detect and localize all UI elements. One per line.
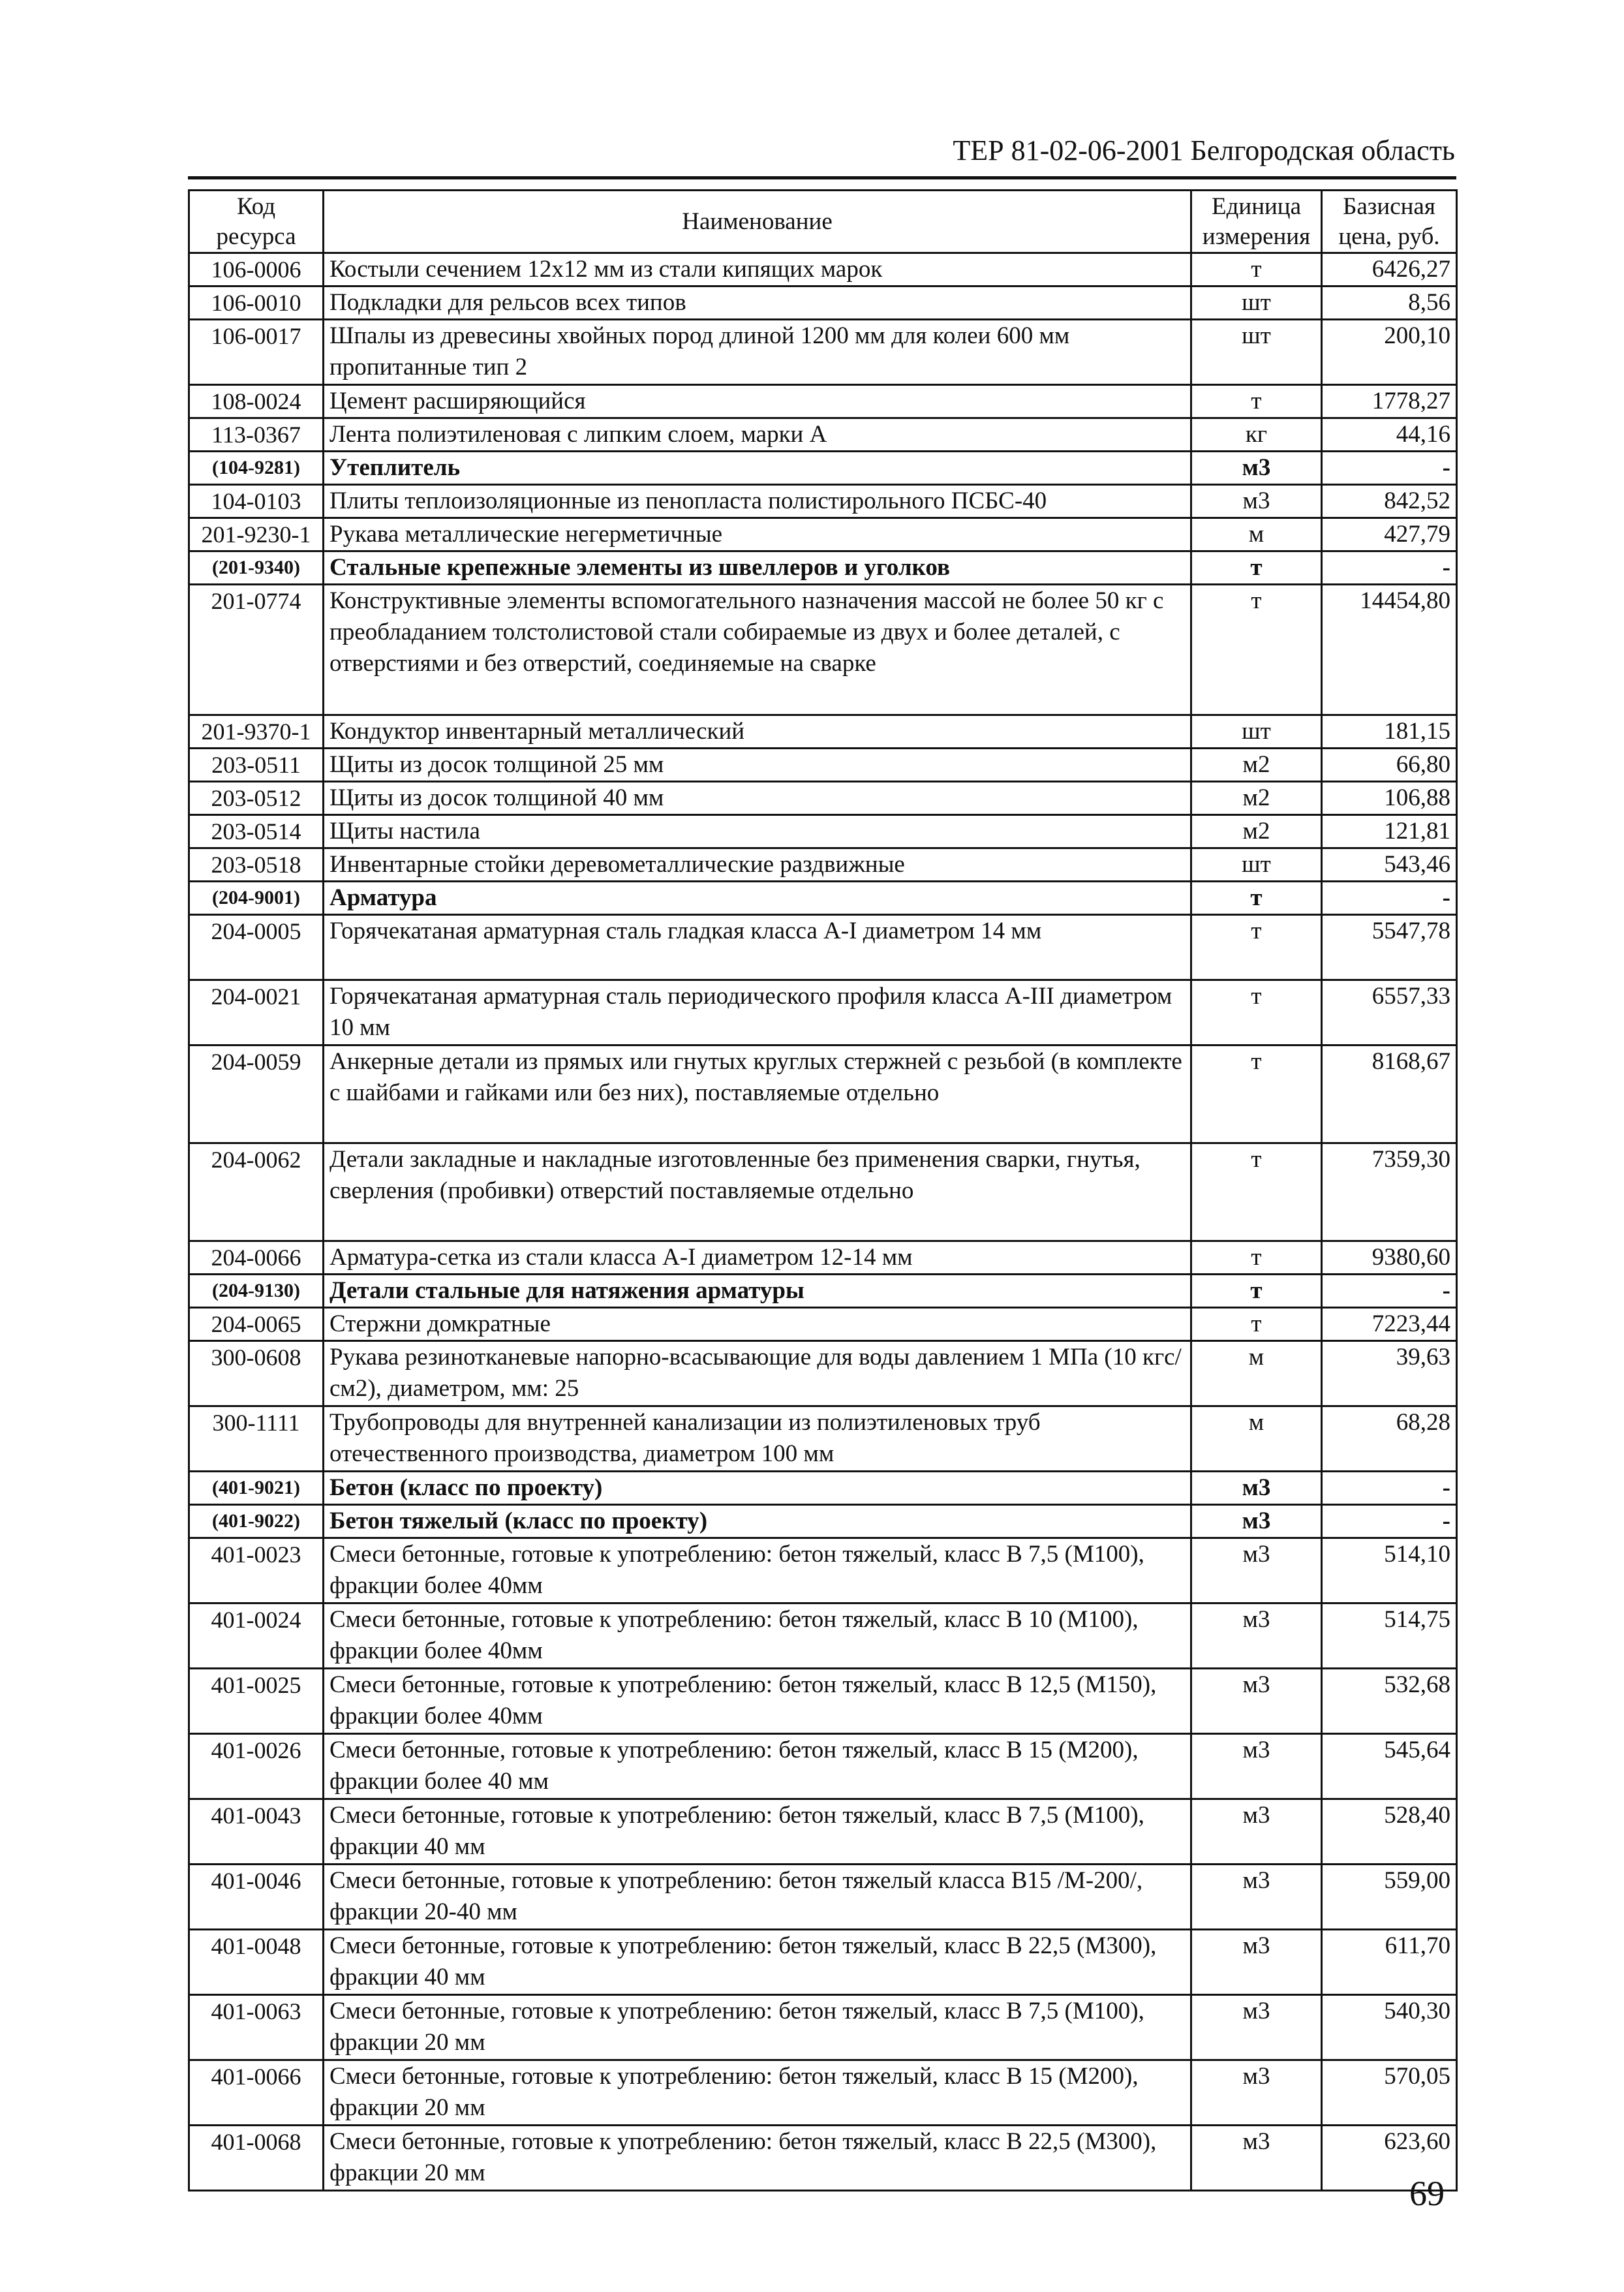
- cell-name: Смеси бетонные, готовые к употреблению: бетон тяжелый, класс В 7,5 (М100), фракции более 40мм: [324, 1538, 1191, 1603]
- table-row: [189, 1241, 1457, 1275]
- cell-unit: т: [1191, 1045, 1322, 1143]
- cell-unit: т: [1191, 980, 1322, 1045]
- cell-unit: шт: [1191, 715, 1322, 749]
- cell-price: 623,60: [1322, 2126, 1457, 2191]
- cell-name: Анкерные детали из прямых или гнутых круглых стержней с резьбой (в комплекте с шайбами и гайками или без них), поставляемые отдельно: [324, 1045, 1191, 1143]
- cell-unit: шт: [1191, 848, 1322, 882]
- cell-price: -: [1322, 452, 1457, 485]
- cell-code: 201-9370-1: [189, 715, 324, 749]
- cell-unit: м: [1191, 518, 1322, 551]
- cell-code: 106-0006: [189, 253, 324, 286]
- cell-price: -: [1322, 551, 1457, 585]
- table-row: [189, 2126, 1457, 2191]
- table-row: [189, 1341, 1457, 1406]
- table-row: [189, 518, 1457, 551]
- cell-code: 204-0065: [189, 1308, 324, 1341]
- table-row: [189, 551, 1457, 585]
- cell-code: 401-0066: [189, 2060, 324, 2126]
- cell-name: Лента полиэтиленовая с липким слоем, марки А: [324, 418, 1191, 452]
- cell-price: 9380,60: [1322, 1241, 1457, 1275]
- cell-name: Шпалы из древесины хвойных пород длиной 1200 мм для колеи 600 мм пропитанные тип 2: [324, 320, 1191, 385]
- table-row: [189, 253, 1457, 286]
- cell-price: 14454,80: [1322, 585, 1457, 715]
- cell-code: 106-0017: [189, 320, 324, 385]
- cell-code: 203-0518: [189, 848, 324, 882]
- table-row: [189, 2060, 1457, 2126]
- cell-code: 203-0512: [189, 782, 324, 815]
- cell-price: 39,63: [1322, 1341, 1457, 1406]
- cell-name: Щиты из досок толщиной 25 мм: [324, 749, 1191, 782]
- cell-price: 532,68: [1322, 1669, 1457, 1734]
- table-row: [189, 1930, 1457, 1995]
- cell-code: 401-0043: [189, 1799, 324, 1865]
- cell-code: (204-9130): [189, 1275, 324, 1308]
- cell-price: 611,70: [1322, 1930, 1457, 1995]
- cell-unit: м: [1191, 1341, 1322, 1406]
- cell-unit: м2: [1191, 782, 1322, 815]
- cell-code: 300-0608: [189, 1341, 324, 1406]
- table-row: [189, 1865, 1457, 1930]
- cell-name: Смеси бетонные, готовые к употреблению: бетон тяжелый, класс В 15 (М200), фракции более 40 мм: [324, 1734, 1191, 1799]
- cell-name: Конструктивные элементы вспомогательного назначения массой не более 50 кг с преобладанием толстолистовой стали собираемые из двух и более деталей, с отверстиями и без отверстий, соединяемые на сварке: [324, 585, 1191, 715]
- cell-code: 401-0026: [189, 1734, 324, 1799]
- cell-price: -: [1322, 1275, 1457, 1308]
- header-rule: [188, 176, 1456, 179]
- cell-unit: м3: [1191, 1799, 1322, 1865]
- cell-code: 201-0774: [189, 585, 324, 715]
- cell-code: 106-0010: [189, 286, 324, 320]
- table-row: [189, 485, 1457, 518]
- cell-unit: т: [1191, 551, 1322, 585]
- cell-name: Смеси бетонные, готовые к употреблению: бетон тяжелый, класс В 15 (М200), фракции 20 мм: [324, 2060, 1191, 2126]
- cell-price: 7223,44: [1322, 1308, 1457, 1341]
- cell-name: Щиты настила: [324, 815, 1191, 848]
- cell-price: 842,52: [1322, 485, 1457, 518]
- table-row: [189, 452, 1457, 485]
- cell-unit: т: [1191, 1241, 1322, 1275]
- table-row: [189, 1995, 1457, 2060]
- cell-code: 108-0024: [189, 385, 324, 418]
- cell-code: 401-0046: [189, 1865, 324, 1930]
- cell-code: 204-0062: [189, 1143, 324, 1241]
- table-row: [189, 286, 1457, 320]
- cell-unit: т: [1191, 253, 1322, 286]
- cell-price: 528,40: [1322, 1799, 1457, 1865]
- cell-code: 113-0367: [189, 418, 324, 452]
- cell-price: 6426,27: [1322, 253, 1457, 286]
- cell-code: (204-9001): [189, 882, 324, 915]
- cell-unit: т: [1191, 882, 1322, 915]
- column-header-name: Наименование: [324, 191, 1191, 253]
- cell-code: (401-9021): [189, 1472, 324, 1505]
- table-row: [189, 1275, 1457, 1308]
- cell-price: 8168,67: [1322, 1045, 1457, 1143]
- cell-name: Подкладки для рельсов всех типов: [324, 286, 1191, 320]
- table-row: [189, 1406, 1457, 1472]
- cell-price: 121,81: [1322, 815, 1457, 848]
- cell-code: 204-0059: [189, 1045, 324, 1143]
- table-row: [189, 418, 1457, 452]
- cell-unit: т: [1191, 385, 1322, 418]
- column-header-code: Код ресурса: [189, 191, 324, 253]
- cell-price: 66,80: [1322, 749, 1457, 782]
- cell-name: Смеси бетонные, готовые к употреблению: бетон тяжелый, класс В 22,5 (М300), фракции 40 мм: [324, 1930, 1191, 1995]
- cell-price: 44,16: [1322, 418, 1457, 452]
- cell-code: 204-0021: [189, 980, 324, 1045]
- cell-price: -: [1322, 882, 1457, 915]
- document-header: ТЕР 81-02-06-2001 Белгородская область: [953, 134, 1455, 166]
- cell-unit: шт: [1191, 286, 1322, 320]
- cell-name: Рукава металлические негерметичные: [324, 518, 1191, 551]
- cell-unit: м3: [1191, 1603, 1322, 1669]
- cell-name: Кондуктор инвентарный металлический: [324, 715, 1191, 749]
- cell-name: Трубопроводы для внутренней канализации из полиэтиленовых труб отечественного производства, диаметром 100 мм: [324, 1406, 1191, 1472]
- table-row: [189, 815, 1457, 848]
- cell-price: 559,00: [1322, 1865, 1457, 1930]
- cell-code: 401-0068: [189, 2126, 324, 2191]
- cell-code: 401-0025: [189, 1669, 324, 1734]
- table-row: [189, 1669, 1457, 1734]
- cell-unit: т: [1191, 915, 1322, 980]
- cell-price: -: [1322, 1472, 1457, 1505]
- cell-code: 204-0066: [189, 1241, 324, 1275]
- column-header-price: Базисная цена, руб.: [1322, 191, 1457, 253]
- cell-price: 7359,30: [1322, 1143, 1457, 1241]
- cell-unit: м3: [1191, 1734, 1322, 1799]
- cell-name: Рукава резинотканевые напорно-всасывающие для воды давлением 1 МПа (10 кгс/см2), диаметром, мм: 25: [324, 1341, 1191, 1406]
- cell-price: 545,64: [1322, 1734, 1457, 1799]
- cell-unit: м3: [1191, 485, 1322, 518]
- cell-price: 514,10: [1322, 1538, 1457, 1603]
- table-row: [189, 882, 1457, 915]
- cell-price: 8,56: [1322, 286, 1457, 320]
- cell-code: 104-0103: [189, 485, 324, 518]
- column-header-unit: Единица измерения: [1191, 191, 1322, 253]
- table-row: [189, 1799, 1457, 1865]
- cell-name: Детали стальные для натяжения арматуры: [324, 1275, 1191, 1308]
- cell-price: 570,05: [1322, 2060, 1457, 2126]
- table-row: [189, 915, 1457, 980]
- table-row: [189, 980, 1457, 1045]
- table-row: [189, 585, 1457, 715]
- cell-unit: м3: [1191, 452, 1322, 485]
- cell-code: (201-9340): [189, 551, 324, 585]
- table-row: [189, 385, 1457, 418]
- cell-price: 68,28: [1322, 1406, 1457, 1472]
- cell-price: 106,88: [1322, 782, 1457, 815]
- cell-unit: м: [1191, 1406, 1322, 1472]
- table-row: [189, 1472, 1457, 1505]
- cell-name: Щиты из досок толщиной 40 мм: [324, 782, 1191, 815]
- cell-code: 300-1111: [189, 1406, 324, 1472]
- cell-unit: м2: [1191, 815, 1322, 848]
- cell-name: Плиты теплоизоляционные из пенопласта полистирольного ПСБС-40: [324, 485, 1191, 518]
- cell-code: (104-9281): [189, 452, 324, 485]
- cell-unit: м2: [1191, 749, 1322, 782]
- cell-price: 543,46: [1322, 848, 1457, 882]
- page-number: 69: [1409, 2174, 1445, 2213]
- cell-price: 181,15: [1322, 715, 1457, 749]
- cell-unit: м3: [1191, 1505, 1322, 1538]
- cell-name: Стальные крепежные элементы из швеллеров и уголков: [324, 551, 1191, 585]
- cell-name: Горячекатаная арматурная сталь гладкая класса А-I диаметром 14 мм: [324, 915, 1191, 980]
- cell-code: 401-0063: [189, 1995, 324, 2060]
- table-row: [189, 320, 1457, 385]
- cell-unit: шт: [1191, 320, 1322, 385]
- cell-code: 203-0511: [189, 749, 324, 782]
- table-row: [189, 1045, 1457, 1143]
- cell-name: Смеси бетонные, готовые к употреблению: бетон тяжелый, класс В 12,5 (М150), фракции более 40мм: [324, 1669, 1191, 1734]
- cell-unit: м3: [1191, 1865, 1322, 1930]
- cell-name: Детали закладные и накладные изготовленные без применения сварки, гнутья, сверления (пробивки) отверстий поставляемые отдельно: [324, 1143, 1191, 1241]
- cell-name: Костыли сечением 12х12 мм из стали кипящих марок: [324, 253, 1191, 286]
- cell-name: Утеплитель: [324, 452, 1191, 485]
- cell-price: 427,79: [1322, 518, 1457, 551]
- cell-unit: м3: [1191, 1930, 1322, 1995]
- cell-unit: м3: [1191, 2126, 1322, 2191]
- cell-code: 203-0514: [189, 815, 324, 848]
- cell-unit: м3: [1191, 1538, 1322, 1603]
- cell-unit: м3: [1191, 2060, 1322, 2126]
- cell-price: 200,10: [1322, 320, 1457, 385]
- table-row: [189, 749, 1457, 782]
- cell-unit: м3: [1191, 1995, 1322, 2060]
- cell-price: 540,30: [1322, 1995, 1457, 2060]
- cell-name: Бетон (класс по проекту): [324, 1472, 1191, 1505]
- cell-unit: т: [1191, 1275, 1322, 1308]
- cell-name: Смеси бетонные, готовые к употреблению: бетон тяжелый класса В15 /М-200/, фракции 20-40 мм: [324, 1865, 1191, 1930]
- cell-code: 401-0048: [189, 1930, 324, 1995]
- cell-unit: кг: [1191, 418, 1322, 452]
- cell-name: Горячекатаная арматурная сталь периодического профиля класса А-III диаметром 10 мм: [324, 980, 1191, 1045]
- table-row: [189, 1734, 1457, 1799]
- cell-name: Инвентарные стойки деревометаллические раздвижные: [324, 848, 1191, 882]
- table-row: [189, 1505, 1457, 1538]
- cell-name: Бетон тяжелый (класс по проекту): [324, 1505, 1191, 1538]
- cell-name: Смеси бетонные, готовые к употреблению: бетон тяжелый, класс В 22,5 (М300), фракции 20 мм: [324, 2126, 1191, 2191]
- table-body: [189, 253, 1457, 2191]
- cell-name: Смеси бетонные, готовые к употреблению: бетон тяжелый, класс В 7,5 (М100), фракции 20 мм: [324, 1995, 1191, 2060]
- cell-code: 201-9230-1: [189, 518, 324, 551]
- table-row: [189, 1143, 1457, 1241]
- cell-code: 401-0024: [189, 1603, 324, 1669]
- cell-price: -: [1322, 1505, 1457, 1538]
- cell-price: 514,75: [1322, 1603, 1457, 1669]
- cell-code: 204-0005: [189, 915, 324, 980]
- cell-unit: т: [1191, 1143, 1322, 1241]
- cell-unit: м3: [1191, 1472, 1322, 1505]
- cell-name: Смеси бетонные, готовые к употреблению: бетон тяжелый, класс В 10 (М100), фракции более 40мм: [324, 1603, 1191, 1669]
- table-row: [189, 848, 1457, 882]
- cell-unit: т: [1191, 585, 1322, 715]
- resource-price-table: [188, 189, 1458, 2191]
- cell-code: 401-0023: [189, 1538, 324, 1603]
- cell-unit: т: [1191, 1308, 1322, 1341]
- table-row: [189, 782, 1457, 815]
- cell-unit: м3: [1191, 1669, 1322, 1734]
- cell-name: Арматура-сетка из стали класса А-I диаметром 12-14 мм: [324, 1241, 1191, 1275]
- cell-name: Арматура: [324, 882, 1191, 915]
- table-row: [189, 1538, 1457, 1603]
- cell-name: Смеси бетонные, готовые к употреблению: бетон тяжелый, класс В 7,5 (М100), фракции 40 мм: [324, 1799, 1191, 1865]
- cell-name: Цемент расширяющийся: [324, 385, 1191, 418]
- cell-code: (401-9022): [189, 1505, 324, 1538]
- table-row: [189, 1603, 1457, 1669]
- cell-price: 5547,78: [1322, 915, 1457, 980]
- cell-price: 1778,27: [1322, 385, 1457, 418]
- cell-name: Стержни домкратные: [324, 1308, 1191, 1341]
- table-row: [189, 715, 1457, 749]
- table-row: [189, 1308, 1457, 1341]
- cell-price: 6557,33: [1322, 980, 1457, 1045]
